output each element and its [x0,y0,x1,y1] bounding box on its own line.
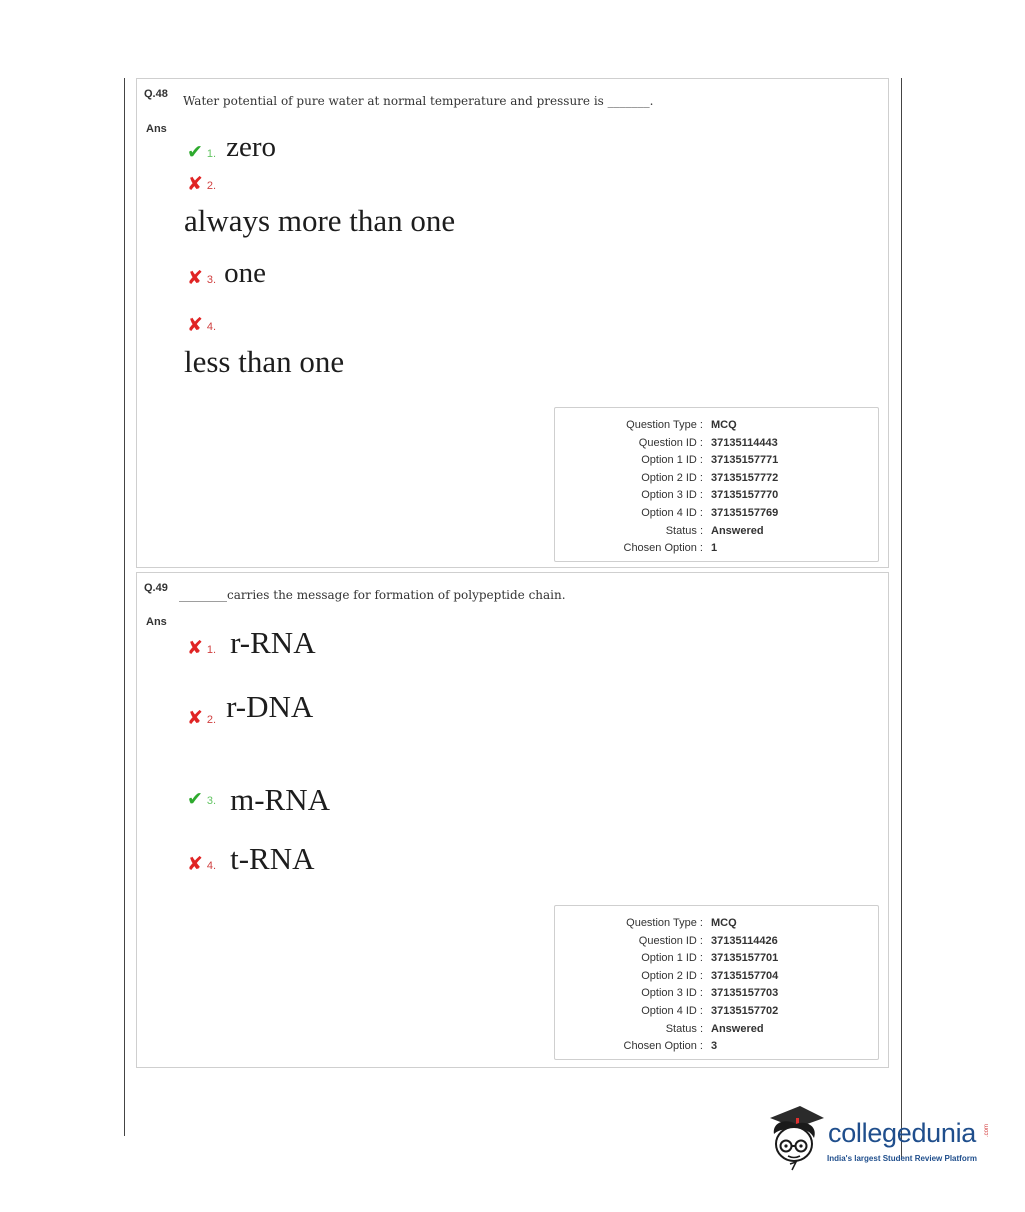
info-row-option-3-id: Option 3 ID : 37135157770 [641,489,779,502]
option-2 [187,689,314,729]
option-4 [187,316,226,335]
question-card-48 [136,78,889,568]
option-text: zero [226,131,277,163]
option-number: 3. [206,274,217,286]
option-number: 4. [206,321,217,333]
cross-icon: ✘ [187,314,203,336]
check-icon: ✔ [187,788,203,810]
option-text: r-RNA [230,625,316,660]
question-text: Water potential of pure water at normal temperature and pressure is _______. [183,94,654,108]
page-left-rule [124,78,125,1136]
cross-icon: ✘ [187,267,203,289]
option-number: 2. [206,714,217,726]
logo-wordmark: collegedunia [828,1118,977,1148]
option-3 [187,784,330,815]
logo-tld: .com [984,1124,990,1138]
info-row-option-1-id: Option 1 ID : 37135157701 [641,952,779,965]
collegedunia-logo[interactable] [766,1104,996,1174]
option-text: always more than one [184,203,456,238]
question-card-49 [136,572,889,1068]
option-number: 2. [206,180,217,192]
option-number: 3. [206,795,217,807]
info-row-option-2-id: Option 2 ID : 37135157704 [641,969,779,982]
check-icon: ✔ [187,141,203,163]
info-row-option-4-id: Option 4 ID : 37135157702 [641,1004,779,1017]
option-text: m-RNA [230,782,330,817]
question-number: Q.49 [144,582,168,594]
mascot-icon [766,1104,826,1174]
cross-icon: ✘ [187,173,203,195]
info-row-status: Status : Answered [665,1022,764,1035]
info-row-question-type: Question Type : MCQ [626,419,737,431]
option-number: 1. [206,644,217,656]
option-text: less than one [184,344,345,379]
option-number: 1. [206,148,217,160]
question-text: ________carries the message for formation of polypeptide chain. [179,588,566,602]
option-4 [187,843,315,874]
info-row-question-id: Question ID : 37135114443 [638,436,778,449]
info-row-option-1-id: Option 1 ID : 37135157771 [641,454,779,467]
page-right-rule [901,78,902,1158]
info-row-option-4-id: Option 4 ID : 37135157769 [641,506,779,519]
info-row-chosen-option: Chosen Option : 1 [623,542,718,555]
question-info-panel [554,905,879,1060]
answer-label: Ans [146,123,167,135]
cross-icon: ✘ [187,853,203,875]
info-row-question-id: Question ID : 37135114426 [638,934,778,947]
cross-icon: ✘ [187,707,203,729]
answer-label: Ans [146,616,167,628]
option-text: one [224,257,266,289]
option-2 [187,175,226,194]
info-row-option-2-id: Option 2 ID : 37135157772 [641,471,779,484]
option-number: 4. [206,860,217,872]
info-row-question-type: Question Type : MCQ [626,917,737,929]
option-1 [187,133,276,162]
info-row-status: Status : Answered [665,524,764,537]
info-row-chosen-option: Chosen Option : 3 [623,1040,718,1053]
cross-icon: ✘ [187,637,203,659]
option-1 [187,627,316,658]
option-text: r-DNA [226,689,314,724]
info-row-option-3-id: Option 3 ID : 37135157703 [641,987,779,1000]
logo-tagline: India's largest Student Review Platform [827,1154,977,1163]
option-3 [187,259,266,288]
question-number: Q.48 [144,88,168,100]
question-info-panel [554,407,879,562]
option-text: t-RNA [230,841,315,876]
